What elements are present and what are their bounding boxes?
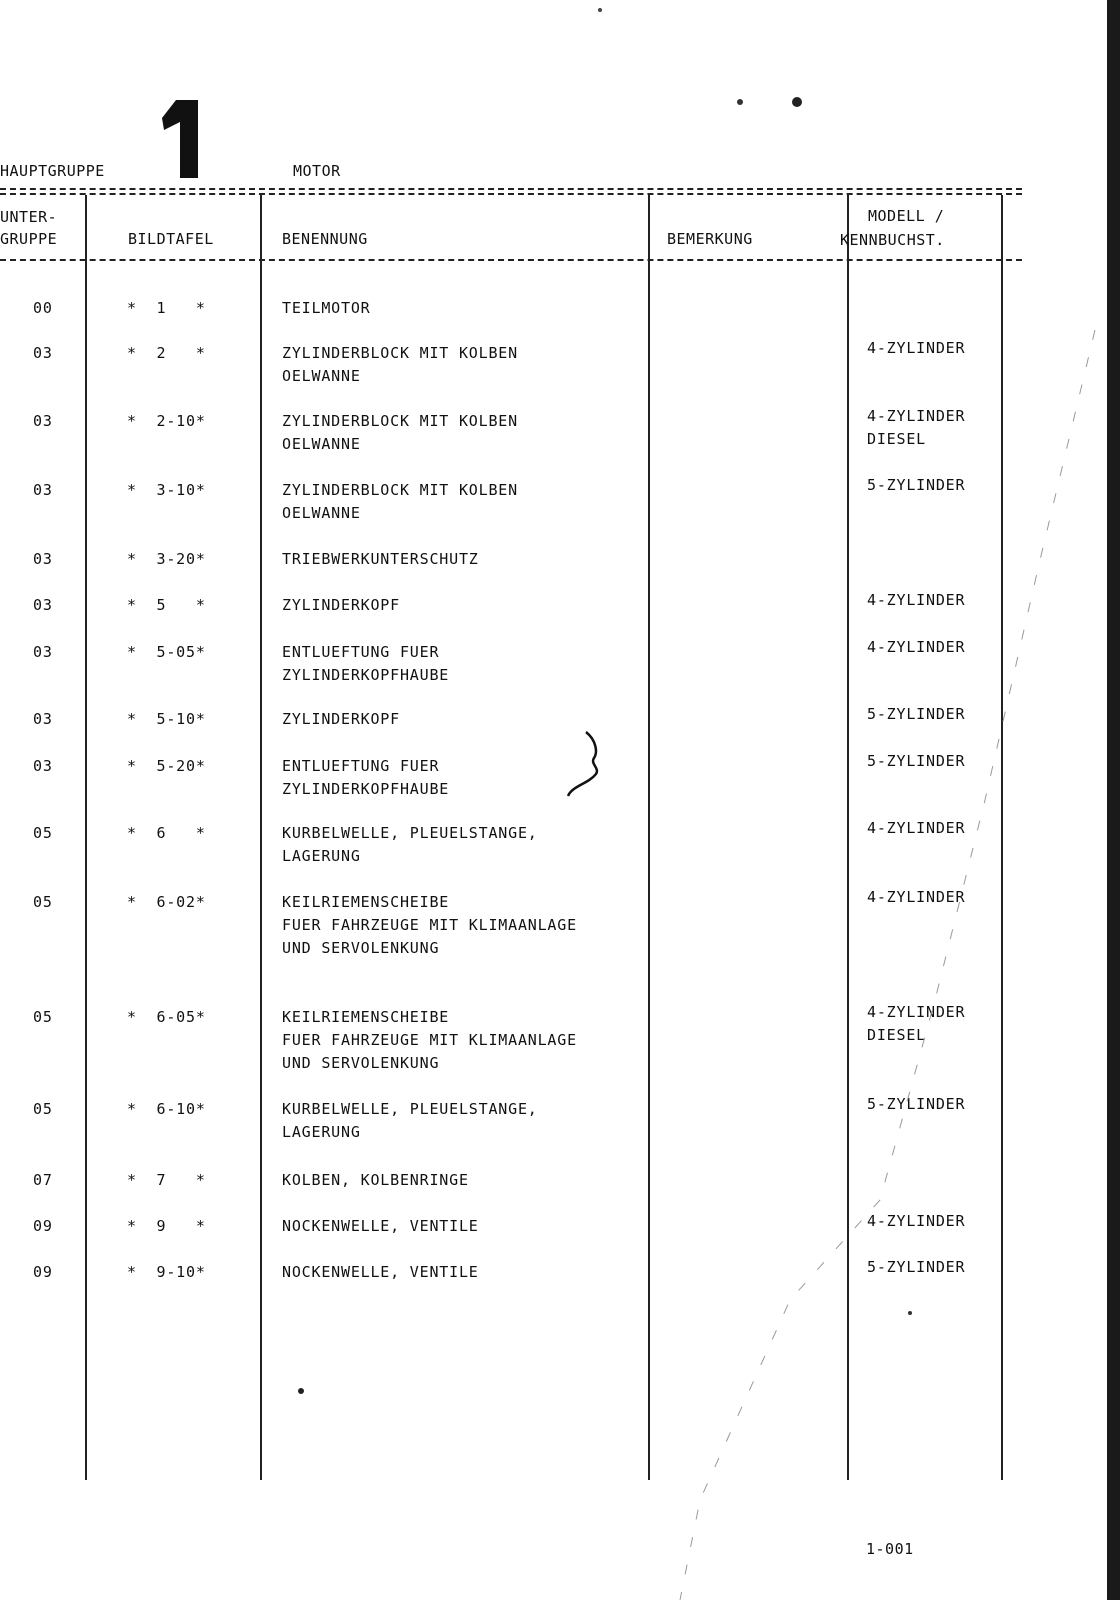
- hauptgruppe-title: MOTOR: [293, 162, 341, 180]
- cell-bildtafel: * 6 *: [127, 824, 206, 842]
- cell-untergruppe: 03: [33, 643, 53, 661]
- cell-bildtafel: * 5-20*: [127, 757, 206, 775]
- cell-untergruppe: 03: [33, 550, 53, 568]
- col-header-line: GRUPPE: [0, 230, 58, 248]
- cell-untergruppe: 05: [33, 1100, 53, 1118]
- cell-benennung-line: UND SERVOLENKUNG: [282, 1054, 440, 1072]
- cell-untergruppe: 00: [33, 299, 53, 317]
- cell-untergruppe: 05: [33, 824, 53, 842]
- cell-benennung-line: ENTLUEFTUNG FUER: [282, 757, 440, 775]
- cell-untergruppe: 03: [33, 710, 53, 728]
- cell-benennung-line: FUER FAHRZEUGE MIT KLIMAANLAGE: [282, 916, 577, 934]
- cell-modell-line: DIESEL: [867, 1026, 926, 1044]
- cell-bildtafel: * 6-10*: [127, 1100, 206, 1118]
- cell-untergruppe: 03: [33, 757, 53, 775]
- col-header-bildtafel: BILDTAFEL: [128, 230, 214, 248]
- cell-bildtafel: * 1 *: [127, 299, 206, 317]
- cell-untergruppe: 03: [33, 481, 53, 499]
- cell-bildtafel: * 7 *: [127, 1171, 206, 1189]
- cell-modell-line: 4-ZYLINDER: [867, 591, 966, 609]
- cell-benennung-line: KURBELWELLE, PLEUELSTANGE,: [282, 1100, 538, 1118]
- cell-benennung-line: ZYLINDERKOPFHAUBE: [282, 666, 450, 684]
- cell-benennung-line: ZYLINDERBLOCK MIT KOLBEN: [282, 481, 518, 499]
- cell-bildtafel: * 3-10*: [127, 481, 206, 499]
- cell-benennung-line: ENTLUEFTUNG FUER: [282, 643, 440, 661]
- cell-bildtafel: * 5-10*: [127, 710, 206, 728]
- cell-bildtafel: * 9-10*: [127, 1263, 206, 1281]
- cell-modell-line: 4-ZYLINDER: [867, 819, 966, 837]
- col-header-line: KENNBUCHST.: [840, 231, 945, 249]
- cell-untergruppe: 09: [33, 1217, 53, 1235]
- cell-benennung-line: FUER FAHRZEUGE MIT KLIMAANLAGE: [282, 1031, 577, 1049]
- cell-benennung-line: ZYLINDERKOPFHAUBE: [282, 780, 450, 798]
- cell-benennung-line: OELWANNE: [282, 367, 361, 385]
- cell-modell-line: 4-ZYLINDER: [867, 339, 966, 357]
- cell-untergruppe: 03: [33, 596, 53, 614]
- cell-untergruppe: 07: [33, 1171, 53, 1189]
- col-header-bemerkung: BEMERKUNG: [667, 230, 753, 248]
- cell-benennung-line: OELWANNE: [282, 435, 361, 453]
- cell-bildtafel: * 5 *: [127, 596, 206, 614]
- scan-streak: [680, 330, 1095, 1600]
- cell-benennung-line: ZYLINDERBLOCK MIT KOLBEN: [282, 344, 518, 362]
- scan-speck: [908, 1311, 912, 1315]
- cell-modell-line: 5-ZYLINDER: [867, 1095, 966, 1113]
- cell-bildtafel: * 6-02*: [127, 893, 206, 911]
- cell-untergruppe: 03: [33, 412, 53, 430]
- cell-untergruppe: 03: [33, 344, 53, 362]
- cell-modell-line: 4-ZYLINDER: [867, 638, 966, 656]
- cell-benennung-line: UND SERVOLENKUNG: [282, 939, 440, 957]
- cell-modell-line: 4-ZYLINDER: [867, 1003, 966, 1021]
- cell-untergruppe: 05: [33, 893, 53, 911]
- cell-bildtafel: * 2 *: [127, 344, 206, 362]
- cell-modell-line: 5-ZYLINDER: [867, 476, 966, 494]
- cell-benennung-line: ZYLINDERKOPF: [282, 710, 400, 728]
- scan-speck: [598, 8, 602, 12]
- cell-benennung-line: KOLBEN, KOLBENRINGE: [282, 1171, 469, 1189]
- cell-benennung-line: LAGERUNG: [282, 1123, 361, 1141]
- cell-benennung-line: ZYLINDERKOPF: [282, 596, 400, 614]
- hauptgruppe-label: HAUPTGRUPPE: [0, 162, 105, 180]
- cell-benennung-line: KEILRIEMENSCHEIBE: [282, 1008, 450, 1026]
- cell-modell-line: 5-ZYLINDER: [867, 705, 966, 723]
- cell-bildtafel: * 9 *: [127, 1217, 206, 1235]
- cell-benennung-line: NOCKENWELLE, VENTILE: [282, 1217, 479, 1235]
- col-header-benennung: BENENNUNG: [282, 230, 368, 248]
- cell-benennung-line: TRIEBWERKUNTERSCHUTZ: [282, 550, 479, 568]
- cell-modell-line: 5-ZYLINDER: [867, 752, 966, 770]
- cell-modell-line: 4-ZYLINDER: [867, 888, 966, 906]
- cell-untergruppe: 09: [33, 1263, 53, 1281]
- cell-modell-line: 4-ZYLINDER: [867, 1212, 966, 1230]
- page-number: 1-001: [866, 1540, 914, 1558]
- cell-bildtafel: * 6-05*: [127, 1008, 206, 1026]
- cell-benennung-line: ZYLINDERBLOCK MIT KOLBEN: [282, 412, 518, 430]
- cell-bildtafel: * 3-20*: [127, 550, 206, 568]
- cell-benennung-line: TEILMOTOR: [282, 299, 371, 317]
- cell-benennung-line: KEILRIEMENSCHEIBE: [282, 893, 450, 911]
- col-header-line: MODELL /: [868, 207, 945, 225]
- scan-speck: [737, 99, 743, 105]
- cell-untergruppe: 05: [33, 1008, 53, 1026]
- scan-speck: [298, 1388, 304, 1394]
- scan-edge-shadow: [1107, 0, 1120, 1600]
- cell-bildtafel: * 5-05*: [127, 643, 206, 661]
- cell-modell-line: DIESEL: [867, 430, 926, 448]
- cell-modell-line: 4-ZYLINDER: [867, 407, 966, 425]
- col-header-line: UNTER-: [0, 208, 58, 226]
- cell-benennung-line: KURBELWELLE, PLEUELSTANGE,: [282, 824, 538, 842]
- scan-speck: [792, 97, 802, 107]
- cell-benennung-line: OELWANNE: [282, 504, 361, 522]
- cell-modell-line: 5-ZYLINDER: [867, 1258, 966, 1276]
- handwritten-mark: [568, 732, 597, 796]
- cell-benennung-line: NOCKENWELLE, VENTILE: [282, 1263, 479, 1281]
- cell-benennung-line: LAGERUNG: [282, 847, 361, 865]
- cell-bildtafel: * 2-10*: [127, 412, 206, 430]
